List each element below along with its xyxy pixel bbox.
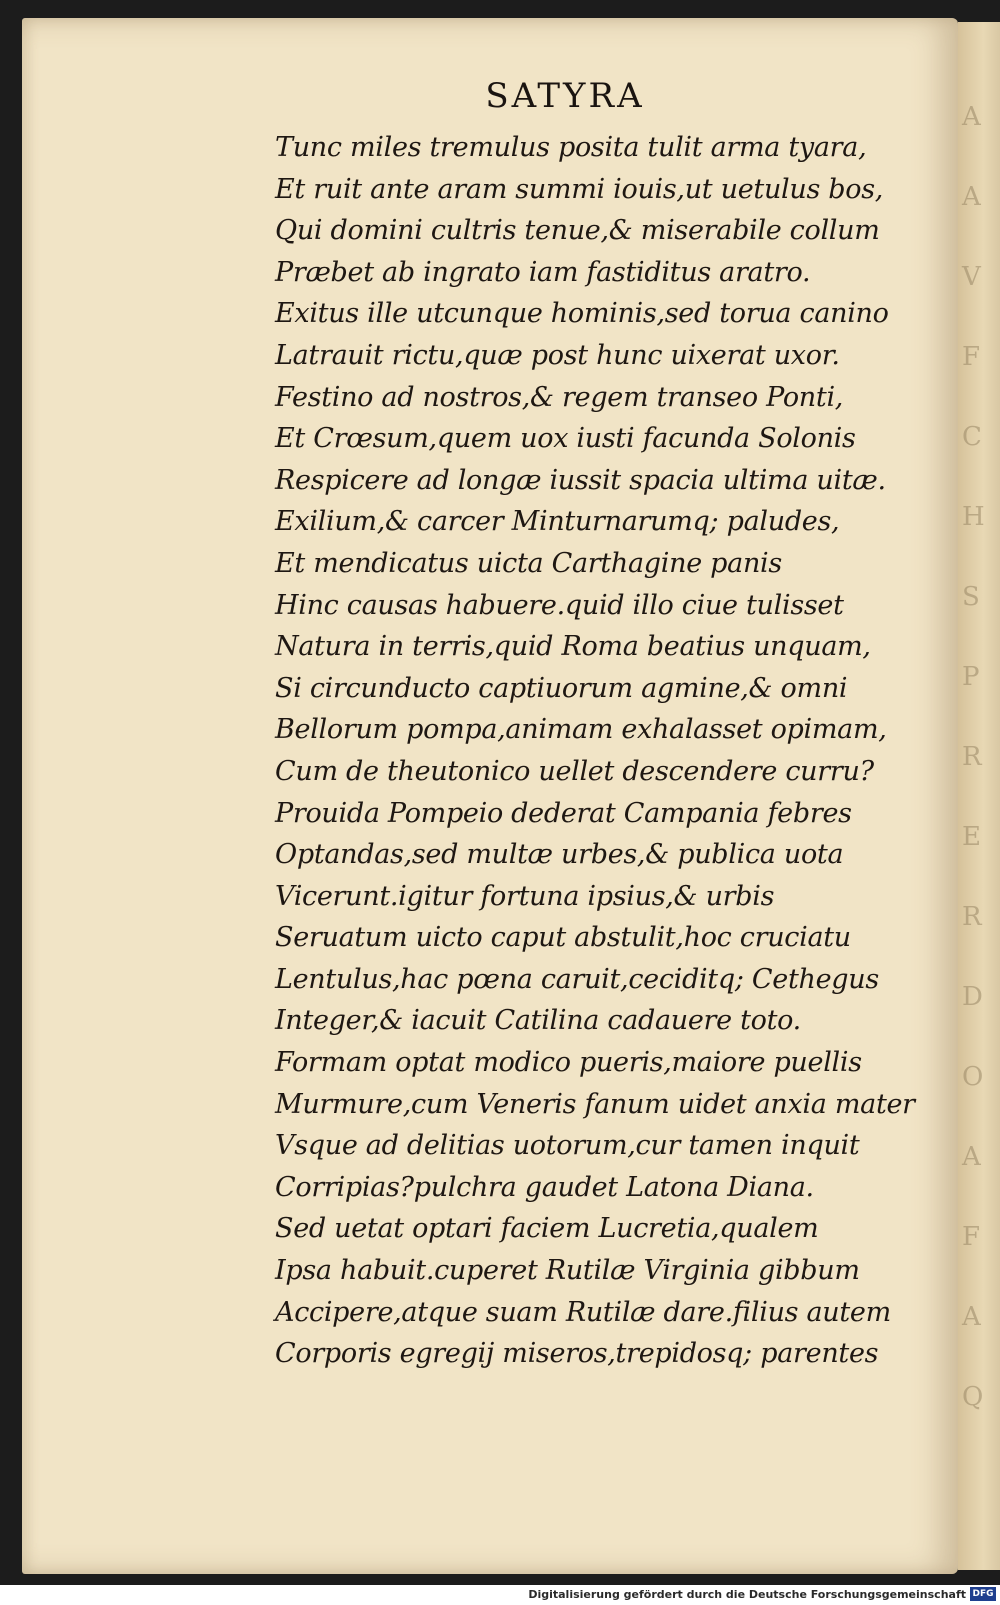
- running-header: [0, 76, 1000, 116]
- verse-line: Optandas,sed multæ urbes,& publica uota: [275, 839, 844, 871]
- verse-line: Præbet ab ingrato iam fastiditus aratro.: [275, 256, 811, 288]
- verse-line: Festino ad nostros,& regem transeo Ponti,: [275, 381, 844, 413]
- verse-line: Lentulus,hac pœna caruit,ceciditq; Cethegus: [275, 963, 879, 995]
- verse-line: Accipere,atque suam Rutilæ dare.filius autem: [275, 1296, 891, 1328]
- footer-bar: [0, 1585, 1000, 1605]
- verse-line: Hinc causas habuere.quid illo ciue tulisset: [275, 589, 844, 621]
- verse-line: Vicerunt.igitur fortuna ipsius,& urbis: [275, 880, 775, 912]
- verse-line: Exitus ille utcunque hominis,sed torua canino: [275, 298, 889, 330]
- verse-line: Si circunducto captiuorum agmine,& omni: [275, 672, 848, 704]
- footer-credit: Digitalisierung gefördert durch die Deutsche Forschungsgemeinschaft: [528, 1588, 966, 1601]
- verse-line: Murmure,cum Veneris fanum uidet anxia mater: [275, 1088, 915, 1120]
- verse-line: Formam optat modico pueris,maiore puellis: [275, 1047, 862, 1079]
- adjacent-page-edge: A A V F C H S P R E R D O A F A Q: [958, 22, 1000, 1570]
- verse-line: Latrauit rictu,quæ post hunc uixerat uxor.: [275, 339, 840, 371]
- verse-line: Corripias?pulchra gaudet Latona Diana.: [275, 1171, 814, 1203]
- running-header-text: SATYRA: [485, 76, 645, 116]
- verse-line: Vsque ad delitias uotorum,cur tamen inquit: [275, 1130, 860, 1162]
- verse-line: Integer,& iacuit Catilina cadauere toto.: [275, 1005, 801, 1037]
- verse-line: Natura in terris,quid Roma beatius unquam,: [275, 631, 871, 663]
- verse-line: Et mendicatus uicta Carthagine panis: [275, 547, 782, 579]
- verse-line: Bellorum pompa,animam exhalasset opimam,: [275, 714, 887, 746]
- verse-list: [275, 127, 915, 1375]
- verse-line: Qui domini cultris tenue,& miserabile collum: [275, 215, 880, 247]
- verse-line: Sed uetat optari faciem Lucretia,qualem: [275, 1213, 819, 1245]
- dfg-logo-icon: DFG: [970, 1587, 996, 1601]
- verse-line: Prouida Pompeio dederat Campania febres: [275, 797, 852, 829]
- verse-line: Cum de theutonico uellet descendere curru?: [275, 755, 874, 787]
- verse-line: Corporis egregij miseros,trepidosq; parentes: [275, 1338, 879, 1370]
- verse-line: Et ruit ante aram summi iouis,ut uetulus bos,: [275, 173, 884, 205]
- verse-line: Exilium,& carcer Minturnarumq; paludes,: [275, 506, 840, 538]
- verse-line: Tunc miles tremulus posita tulit arma tyara,: [275, 132, 867, 163]
- verse-line: Seruatum uicto caput abstulit,hoc cruciatu: [275, 922, 851, 954]
- verse-line: Et Crœsum,quem uox iusti facunda Solonis: [275, 423, 856, 455]
- verse-line: Ipsa habuit.cuperet Rutilæ Virginia gibbum: [275, 1255, 860, 1287]
- verse-line: Respicere ad longæ iussit spacia ultima uitæ.: [275, 464, 886, 496]
